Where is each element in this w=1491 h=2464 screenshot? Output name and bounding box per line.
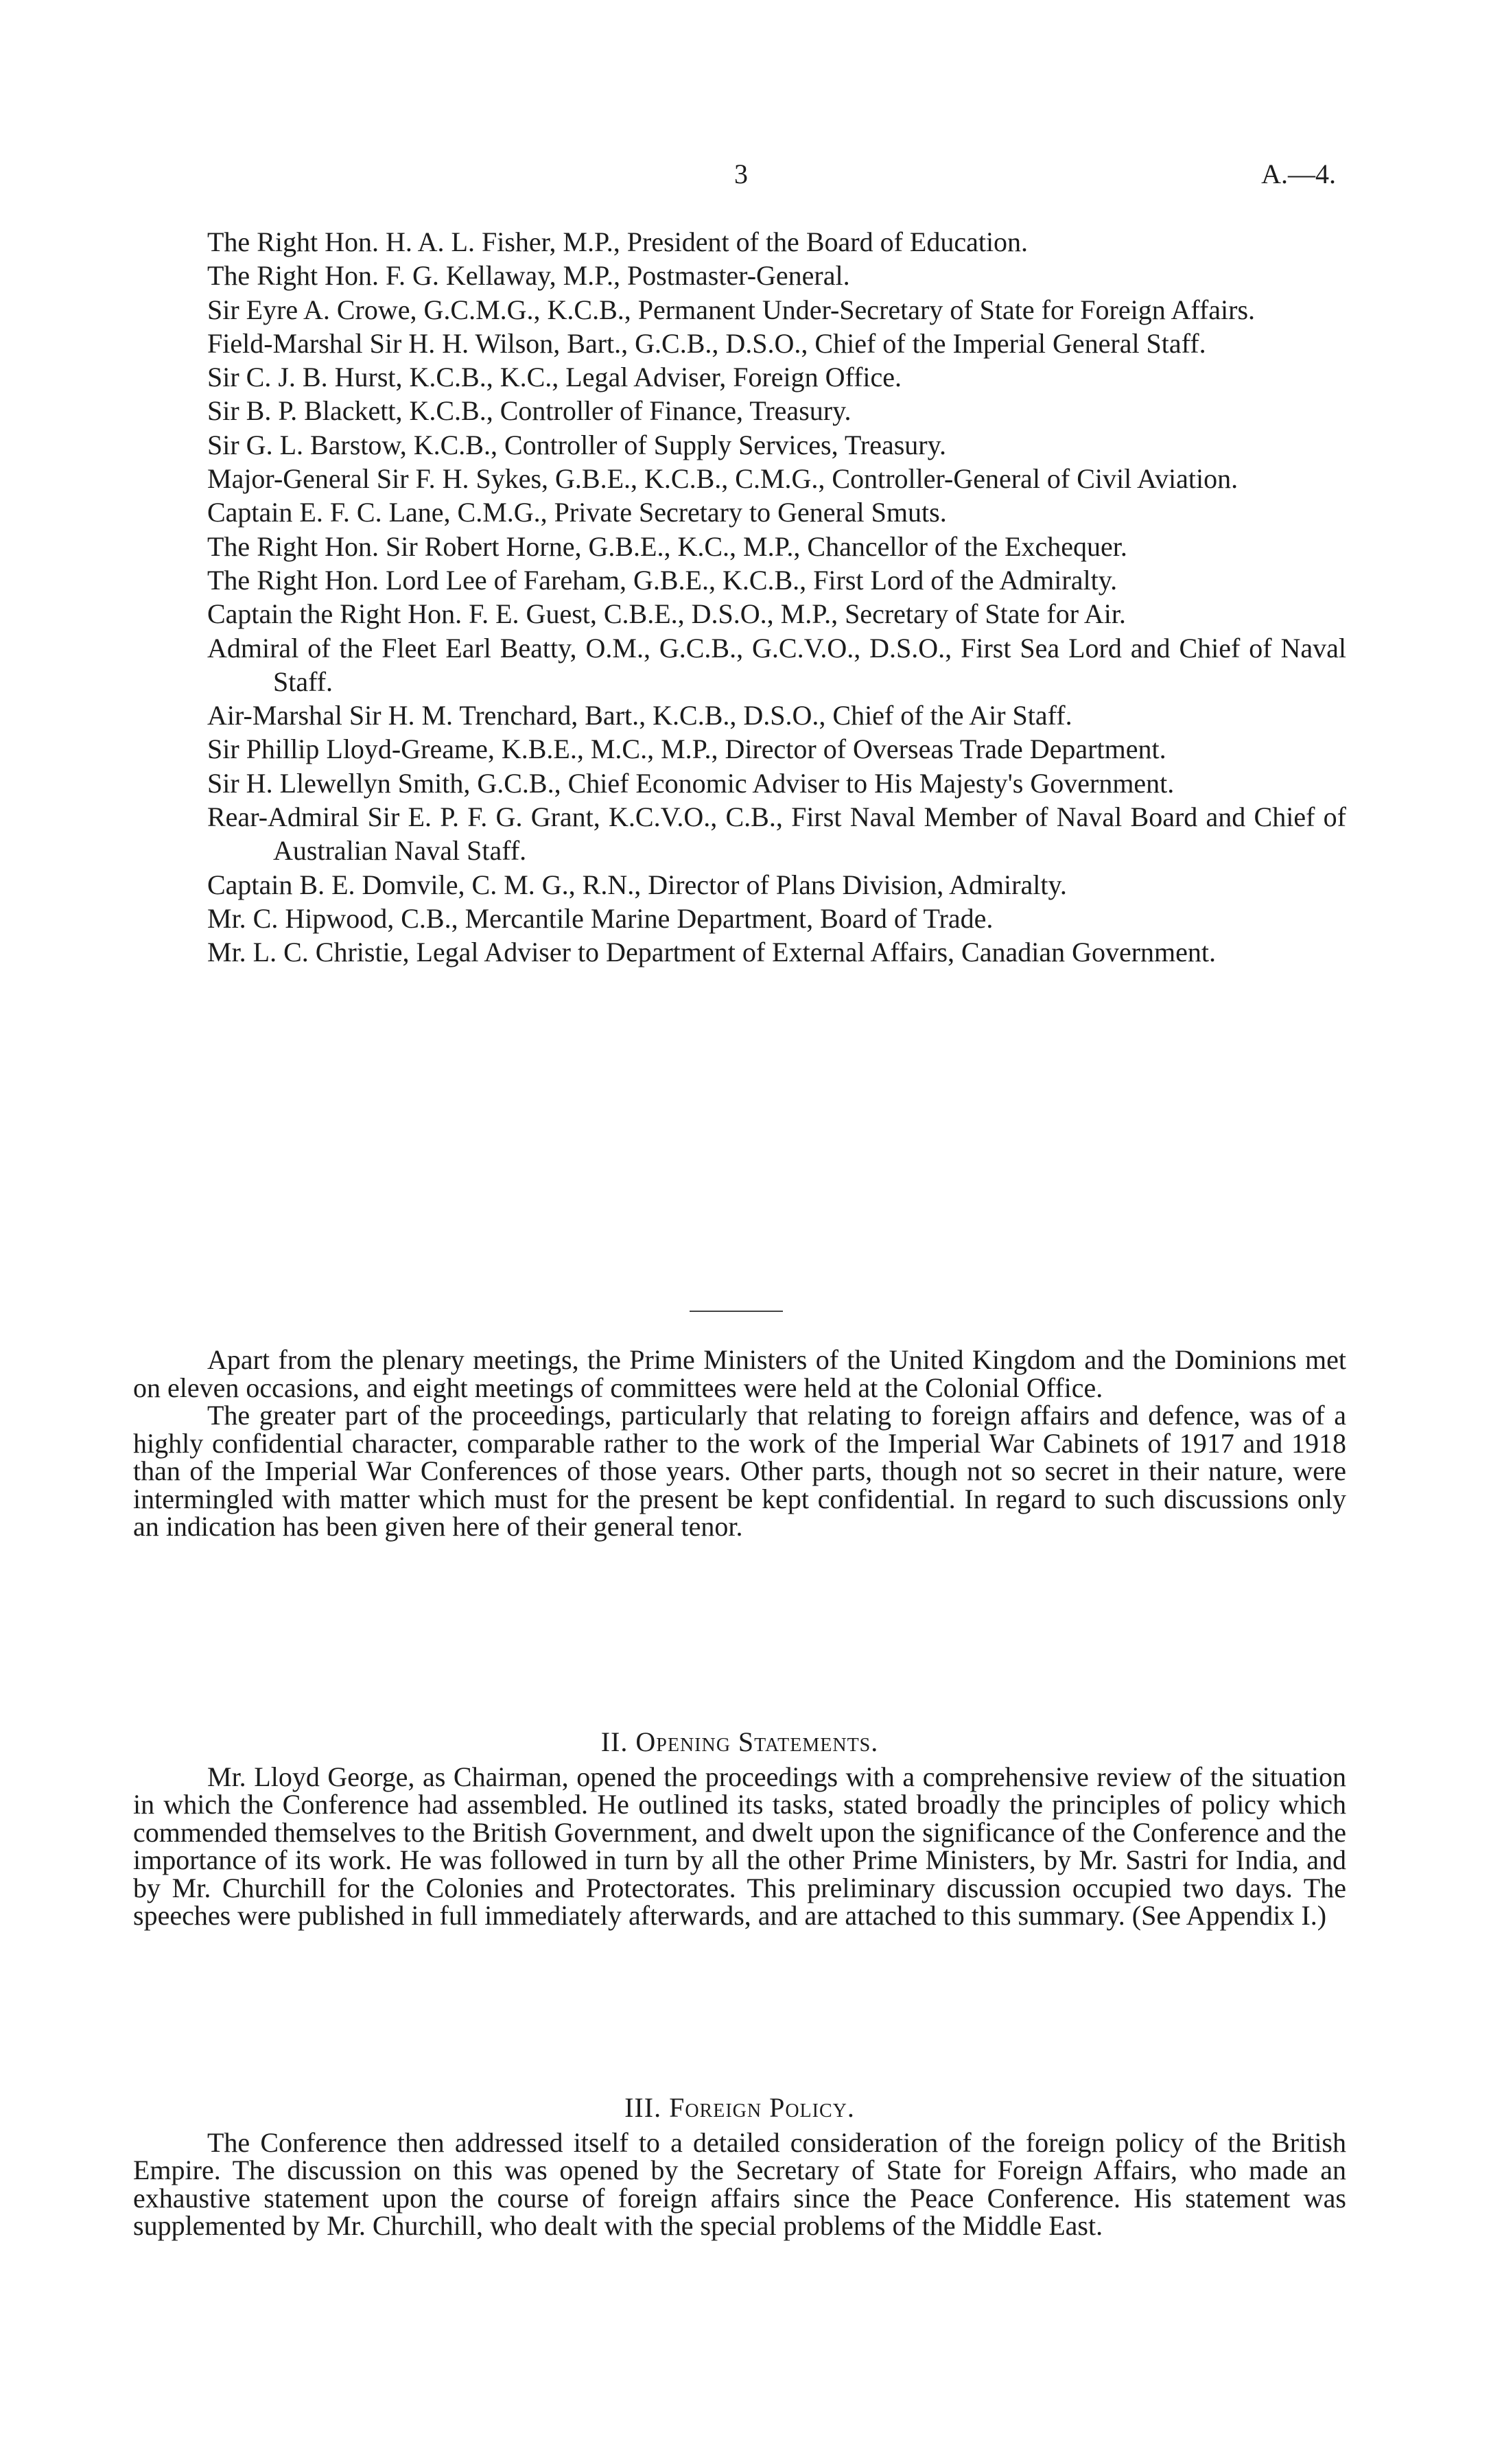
intro-section [133,1346,1346,1541]
attendee-entry: Rear-Admiral Sir E. P. F. G. Grant, K.C.V.O., C.B., First Naval Member of Naval Board and Chief of Australian Naval Staff. [207,801,1346,867]
attendee-entry: The Right Hon. Lord Lee of Fareham, G.B.E., K.C.B., First Lord of the Admiralty. [207,564,1118,596]
page-number: 3 [734,159,748,189]
attendee-entry: Admiral of the Fleet Earl Beatty, O.M., G.C.B., G.C.V.O., D.S.O., First Sea Lord and Chief of Naval Staff. [207,632,1346,697]
attendee-entry: Sir Eyre A. Crowe, G.C.M.G., K.C.B., Permanent Under-Secretary of State for Foreign Affairs. [207,294,1256,325]
opening-statements-paragraph: Mr. Lloyd George, as Chairman, opened the proceedings with a comprehensive review of the situation in which the Conference had assembled. He outlined its tasks, stated broadly the principles of policy which commended themselves to the British Government, and dwelt upon the significance of the Conference and the importance of its work. He was followed in turn by all the other Prime Ministers, by Mr. Sastri for India, and by Mr. Churchill for the Colonies and Protectorates. This preliminary discussion occupied two days. The speeches were published in full immediately afterwards, and are attached to this summary. (See Appendix I.) [133,1761,1346,1931]
attendee-entry: Sir C. J. B. Hurst, K.C.B., K.C., Legal Adviser, Foreign Office. [207,362,902,393]
opening-statements-section [133,1728,1346,1930]
document-reference-code: A.—4. [1261,159,1336,189]
attendee-entry: Field-Marshal Sir H. H. Wilson, Bart., G.C.B., D.S.O., Chief of the Imperial General Staff. [207,327,1206,359]
attendee-entry: Captain B. E. Domvile, C. M. G., R.N., Director of Plans Division, Admiralty. [207,869,1067,900]
attendee-entry: Mr. L. C. Christie, Legal Adviser to Department of External Affairs, Canadian Government. [207,937,1217,968]
attendee-entry: Sir G. L. Barstow, K.C.B., Controller of Supply Services, Treasury. [207,429,946,460]
attendee-entry: Mr. C. Hipwood, C.B., Mercantile Marine Department, Board of Trade. [207,902,994,934]
attendee-entry: Sir H. Llewellyn Smith, G.C.B., Chief Economic Adviser to His Majesty's Government. [207,767,1175,799]
foreign-policy-paragraph: The Conference then addressed itself to a detailed consideration of the foreign policy of the British Empire. The discussion on this was opened by the Secretary of State for Foreign Affairs, who made an exhaustive statement upon the course of foreign affairs since the Peace Conference. His statement was supplemented by Mr. Churchill, who dealt with the special problems of the Middle East. [133,2126,1346,2241]
attendee-entry: Captain E. F. C. Lane, C.M.G., Private Secretary to General Smuts. [207,497,947,528]
intro-paragraph: Apart from the plenary meetings, the Prime Ministers of the United Kingdom and the Dominions met on eleven occasions, and eight meetings of committees were held at the Colonial Office. [133,1344,1346,1403]
attendee-entry: Air-Marshal Sir H. M. Trenchard, Bart., K.C.B., D.S.O., Chief of the Air Staff. [207,700,1072,731]
attendee-list [207,225,1346,970]
section-heading: III. Foreign Policy. [624,2092,855,2123]
attendee-entry: Sir Phillip Lloyd-Greame, K.B.E., M.C., M.P., Director of Overseas Trade Department. [207,734,1166,765]
attendee-entry: The Right Hon. F. G. Kellaway, M.P., Postmaster-General. [207,260,850,292]
attendee-entry: Captain the Right Hon. F. E. Guest, C.B.E., D.S.O., M.P., Secretary of State for Air. [207,598,1126,630]
attendee-entry: Major-General Sir F. H. Sykes, G.B.E., K.C.B., C.M.G., Controller-General of Civil Aviation. [207,463,1238,495]
foreign-policy-section [133,2094,1346,2240]
section-divider [690,1311,783,1312]
attendee-entry: Sir B. P. Blackett, K.C.B., Controller of Finance, Treasury. [207,395,852,427]
section-heading: II. Opening Statements. [600,1726,879,1757]
attendee-entry: The Right Hon. H. A. L. Fisher, M.P., President of the Board of Education. [207,226,1029,257]
intro-paragraph: The greater part of the proceedings, particularly that relating to foreign affairs and defence, was of a highly confidential character, comparable rather to the work of the Imperial War Cabinets of 1917 and 1918 than of the Imperial War Conferences of those years. Other parts, though not so secret in their nature, were intermingled with matter which must for the present be kept confidential. In regard to such discussions only an indication has been given here of their general tenor. [133,1400,1346,1542]
attendee-entry: The Right Hon. Sir Robert Horne, G.B.E., K.C., M.P., Chancellor of the Exchequer. [207,530,1127,562]
